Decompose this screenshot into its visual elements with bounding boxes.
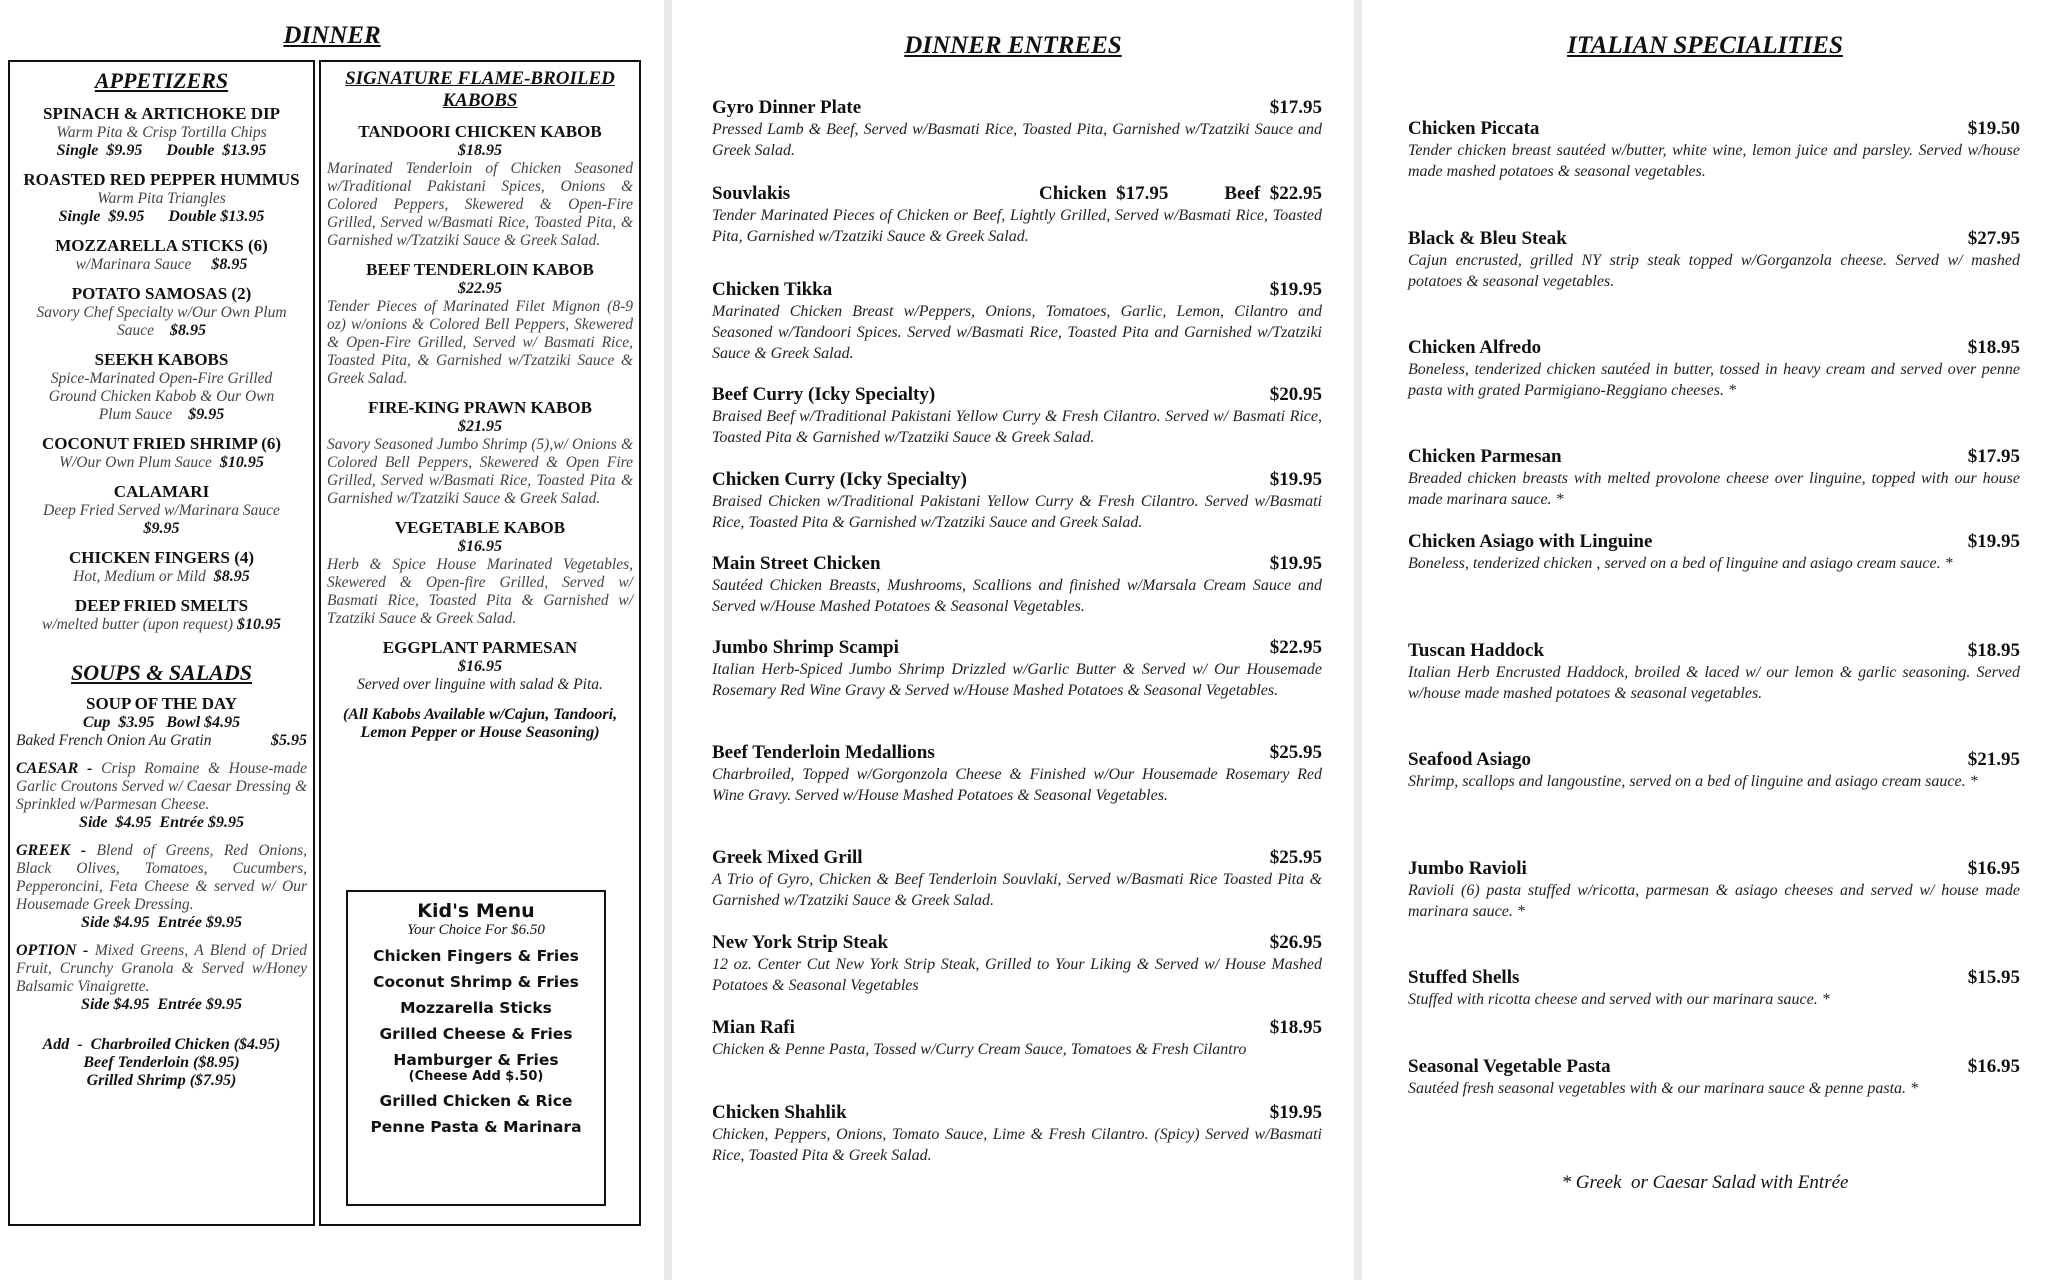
italian-item: Chicken Parmesan $17.95 Breaded chicken breasts with melted provolone cheese over linguine, topped with our house made marinara sauce. * [1408, 446, 2020, 508]
appetizer-item: CHICKEN FINGERS (4) Hot, Medium or Mild $8.95 [68, 548, 255, 585]
appetizer-item: SPINACH & ARTICHOKE DIP Warm Pita & Crisp Tortilla Chips Single $9.95 Double $13.95 [43, 104, 280, 159]
soup-item: Baked French Onion Au Gratin $5.95 [16, 732, 307, 749]
entree-item: Beef Curry (Icky Specialty) $20.95 Braised Beef w/Traditional Pakistani Yellow Curry & Fresh Cilantro. Served w/ Basmati Rice, Toasted Pita & Garnished w/Tzatziki Sauce & Greek Salad. [712, 384, 1322, 446]
kabobs-note: (All Kabobs Available w/Cajun, Tandoori, Lemon Pepper or House Seasoning) [342, 706, 618, 741]
entree-item: New York Strip Steak $26.95 12 oz. Center Cut New York Strip Steak, Grilled to Your Liking & Served w/ House Mashed Potatoes & Seasonal Vegetables [712, 932, 1322, 994]
italian-item: Black & Bleu Steak $27.95 Cajun encrusted, grilled NY strip steak topped w/Gorganzola cheese. Served w/ mashed potatoes & seasonal vegetables. [1408, 228, 2020, 290]
italian-item: Chicken Piccata $19.50 Tender chicken breast sautéed w/butter, white wine, lemon juice and parsley. Served w/house made mashed potatoes & seasonal vegetables. [1408, 118, 2020, 180]
entree-item: Chicken Shahlik $19.95 Chicken, Peppers, Onions, Tomato Sauce, Lime & Fresh Cilantro. (Spicy) Served w/Basmati Rice, Toasted Pita & Greek Salad. [712, 1102, 1322, 1164]
entree-item: Beef Tenderloin Medallions $25.95 Charbroiled, Topped w/Gorgonzola Cheese & Finished w/Our Housemade Rosemary Red Wine Gravy. Served w/House Mashed Potatoes & Seasonal Vegetables. [712, 742, 1322, 804]
appetizer-item: COCONUT FRIED SHRIMP (6) W/Our Own Plum Sauce $10.95 [41, 434, 282, 471]
italian-item: Stuffed Shells $15.95 Stuffed with ricotta cheese and served with our marinara sauce. * [1408, 967, 2020, 1008]
kabob-item: BEEF TENDERLOIN KABOB $22.95 Tender Pieces of Marinated Filet Mignon (8-9 oz) w/onions & Colored Bell Peppers, Skewered & Open-Fire Grilled, Served w/ Basmati Rice, Toasted Pita, & Garnished w/Tzatziki Sauce & Greek Salad. [327, 260, 633, 387]
entree-item: Souvlakis Chicken $17.95 Beef $22.95 Tender Marinated Pieces of Chicken or Beef, Lightly Grilled, Served w/Basmati Rice, Toasted Pita, Garnished w/Tzatziki Sauce & Greek Salad. [712, 183, 1322, 245]
menu-page-dinner [0, 0, 664, 1280]
entree-item: Chicken Curry (Icky Specialty) $19.95 Braised Chicken w/Traditional Pakistani Yellow Curry & Fresh Cilantro. Served w/Basmati Rice, Toasted Pita & Garnished w/Tzatziki Sauce and Greek Salad. [712, 469, 1322, 531]
kids-menu-item: Grilled Chicken & Rice [379, 1092, 573, 1110]
kabob-item: TANDOORI CHICKEN KABOB $18.95 Marinated Tenderloin of Chicken Seasoned w/Traditional Pakistani Spices, Onions & Colored Peppers, Skewered & Open-Fire Grilled, Served w/Basmati Rice, Toasted Pita, & Garnished w/Tzatziki Sauce & Greek Salad. [327, 122, 633, 249]
kids-menu-item: Penne Pasta & Marinara [370, 1118, 582, 1136]
entree-item: Gyro Dinner Plate $17.95 Pressed Lamb & Beef, Served w/Basmati Rice, Toasted Pita, Garnished w/Tzatziki Sauce and Greek Salad. [712, 97, 1322, 159]
entree-item: Main Street Chicken $19.95 Sautéed Chicken Breasts, Mushrooms, Scallions and finished w/Marsala Cream Sauce and Served w/House Mashed Potatoes & Seasonal Vegetables. [712, 553, 1322, 615]
kids-menu-item: Chicken Fingers & Fries [373, 947, 579, 965]
page-title: DINNER [283, 22, 381, 49]
kabob-item: FIRE-KING PRAWN KABOB $21.95 Savory Seasoned Jumbo Shrimp (5),w/ Onions & Colored Bell Peppers, Skewered & Open Fire Grilled, Served w/Basmati Rice, Toasted Pita & Garnished w/Tzatziki Sauce & Greek Salad. [327, 398, 633, 507]
salad-item: CAESAR - Crisp Romaine & House-made Garlic Croutons Served w/ Caesar Dressing & Sprinkled w/Parmesan Cheese. Side $4.95 Entrée $9.95 [16, 760, 307, 831]
appetizers-heading: APPETIZERS [94, 68, 229, 93]
kids-menu-note: (Cheese Add $.50) [408, 1069, 544, 1084]
soups-salads-heading: SOUPS & SALADS [71, 660, 252, 685]
entree-item: Jumbo Shrimp Scampi $22.95 Italian Herb-Spiced Jumbo Shrimp Drizzled w/Garlic Butter & Served w/ Our Housemade Rosemary Red Wine Gravy & Served w/House Mashed Potatoes & Seasonal Vegetables. [712, 637, 1322, 699]
appetizer-item: DEEP FRIED SMELTS w/melted butter (upon request) $10.95 [42, 596, 281, 633]
kabob-item: VEGETABLE KABOB $16.95 Herb & Spice House Marinated Vegetables, Skewered & Open-fire Grilled, Served w/ Basmati Rice, Toasted Pita & Garnished w/ Tzatziki Sauce & Greek Salad. [327, 518, 633, 627]
appetizers-soups-box [8, 60, 315, 1226]
italian-item: Chicken Asiago with Linguine $19.95 Boneless, tenderized chicken , served on a bed of linguine and asiago cream sauce. * [1408, 531, 2020, 572]
entree-item: Greek Mixed Grill $25.95 A Trio of Gyro, Chicken & Beef Tenderloin Souvlaki, Served w/Basmati Rice Toasted Pita & Garnished w/Tzatziki Sauce & Greek Salad. [712, 847, 1322, 909]
appetizer-item: CALAMARI Deep Fried Served w/Marinara Sauce $9.95 [43, 482, 280, 537]
salad-item: GREEK - Blend of Greens, Red Onions, Black Olives, Tomatoes, Cucumbers, Pepperoncini, Feta Cheese & served w/ Our Housemade Greek Dressing. Side $4.95 Entrée $9.95 [16, 842, 307, 931]
italian-item: Chicken Alfredo $18.95 Boneless, tenderized chicken sautéed in butter, tossed in heavy cream and served over penne pasta with grated Parmigiano-Reggiano cheeses. * [1408, 337, 2020, 399]
kids-menu-item: Mozzarella Sticks [400, 999, 552, 1017]
salad-footnote: * Greek or Caesar Salad with Entrée [1561, 1172, 1849, 1193]
kids-menu-box [346, 890, 606, 1206]
appetizer-item: POTATO SAMOSAS (2) Savory Chef Specialty w/Our Own Plum Sauce $8.95 [36, 284, 287, 339]
menu-page-italian [1362, 0, 2048, 1280]
kabob-item: EGGPLANT PARMESAN $16.95 Served over linguine with salad & Pita. [357, 638, 603, 693]
kids-menu-choice: Your Choice For $6.50 [407, 922, 545, 938]
italian-item: Seasonal Vegetable Pasta $16.95 Sautéed fresh seasonal vegetables with & our marinara sauce & penne pasta. * [1408, 1056, 2020, 1097]
appetizer-item: ROASTED RED PEPPER HUMMUS Warm Pita Triangles Single $9.95 Double $13.95 [23, 170, 300, 225]
kids-menu-title: Kid's Menu [417, 900, 535, 922]
salad-item: OPTION - Mixed Greens, A Blend of Dried Fruit, Crunchy Granola & Served w/Honey Balsamic Vinaigrette. Side $4.95 Entrée $9.95 [16, 942, 308, 1013]
entree-item: Mian Rafi $18.95 Chicken & Penne Pasta, Tossed w/Curry Cream Sauce, Tomatoes & Fresh Cilantro [712, 1017, 1322, 1058]
kids-menu-item: Coconut Shrimp & Fries [373, 973, 579, 991]
page-title: DINNER ENTREES [904, 32, 1122, 59]
kabobs-heading: SIGNATURE FLAME-BROILED KABOBS [345, 68, 615, 111]
italian-item: Tuscan Haddock $18.95 Italian Herb Encrusted Haddock, broiled & laced w/ our lemon & garlic seasoning. Served w/house made mashed potatoes & seasonal vegetables. [1408, 640, 2020, 702]
kids-menu-item: Grilled Cheese & Fries [379, 1025, 573, 1043]
appetizer-item: MOZZARELLA STICKS (6) w/Marinara Sauce $8.95 [55, 236, 268, 273]
entree-item: Chicken Tikka $19.95 Marinated Chicken Breast w/Peppers, Onions, Tomatoes, Garlic, Lemon, Cilantro and Seasoned w/Tandoori Spices. Served w/Basmati Rice, Toasted Pita and Garnished w/Tzatziki Sauce & Greek Salad. [712, 279, 1322, 362]
italian-item: Jumbo Ravioli $16.95 Ravioli (6) pasta stuffed w/ricotta, parmesan & asiago cheeses and served w/ house made marinara sauce. * [1408, 858, 2020, 920]
page-title: ITALIAN SPECIALITIES [1567, 32, 1843, 59]
menu-page-entrees [672, 0, 1354, 1280]
soup-item: SOUP OF THE DAY Cup $3.95 Bowl $4.95 [82, 694, 241, 731]
italian-item: Seafood Asiago $21.95 Shrimp, scallops and langoustine, served on a bed of linguine and asiago cream sauce. * [1408, 749, 2020, 790]
kids-menu-item: Hamburger & Fries [393, 1051, 559, 1069]
appetizer-item: SEEKH KABOBS Spice-Marinated Open-Fire Grilled Ground Chicken Kabob & Our Own Plum Sauce $9.95 [48, 350, 275, 423]
add-ons: Add - Charbroiled Chicken ($4.95) Beef Tenderloin ($8.95) Grilled Shrimp ($7.95) [42, 1036, 281, 1089]
